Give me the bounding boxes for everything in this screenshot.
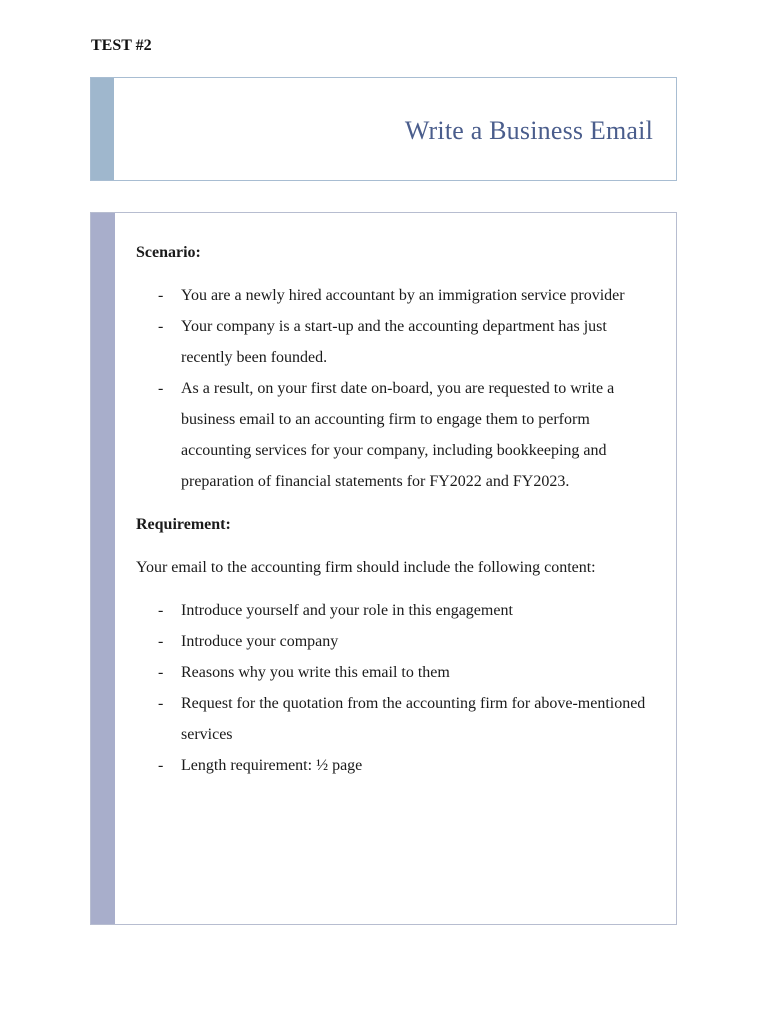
title-box <box>90 77 677 181</box>
list-item-text: As a result, on your first date on-board, you are requested to write a business email to an accounting firm to engage them to perform accounting services for your company, including bookkeeping and preparation of financial statements for FY2022 and FY2023. <box>181 380 615 490</box>
list-item <box>136 373 651 497</box>
dash-marker: - <box>158 602 164 619</box>
content-body <box>136 237 651 793</box>
list-item-text: Request for the quotation from the accounting firm for above-mentioned services <box>181 695 646 743</box>
dash-marker: - <box>158 380 164 397</box>
list-item <box>136 626 651 657</box>
list-item-text: Introduce yourself and your role in this engagement <box>181 602 513 619</box>
content-accent-bar <box>91 213 115 924</box>
list-item-text: Reasons why you write this email to them <box>181 664 450 681</box>
dash-marker: - <box>158 318 164 335</box>
content-box <box>90 212 677 925</box>
requirement-heading: Requirement: <box>136 516 231 533</box>
list-item-text: Length requirement: ½ page <box>181 757 363 774</box>
list-item <box>136 280 651 311</box>
dash-marker: - <box>158 287 164 304</box>
requirement-intro: Your email to the accounting firm should include the following content: <box>136 559 596 576</box>
list-item <box>136 595 651 626</box>
dash-marker: - <box>158 757 164 774</box>
list-item-text: Your company is a start-up and the accounting department has just recently been founded. <box>181 318 607 366</box>
dash-marker: - <box>158 695 164 712</box>
list-item <box>136 311 651 373</box>
scenario-heading: Scenario: <box>136 244 201 261</box>
dash-marker: - <box>158 664 164 681</box>
list-item-text: Introduce your company <box>181 633 339 650</box>
scenario-list <box>136 280 651 497</box>
requirement-list <box>136 595 651 781</box>
list-item <box>136 688 651 750</box>
title-accent-bar <box>91 78 114 180</box>
dash-marker: - <box>158 633 164 650</box>
list-item-text: You are a newly hired accountant by an immigration service provider <box>181 287 625 304</box>
test-label: TEST #2 <box>91 37 152 54</box>
list-item <box>136 657 651 688</box>
list-item <box>136 750 651 781</box>
page-title: Write a Business Email <box>404 116 653 145</box>
